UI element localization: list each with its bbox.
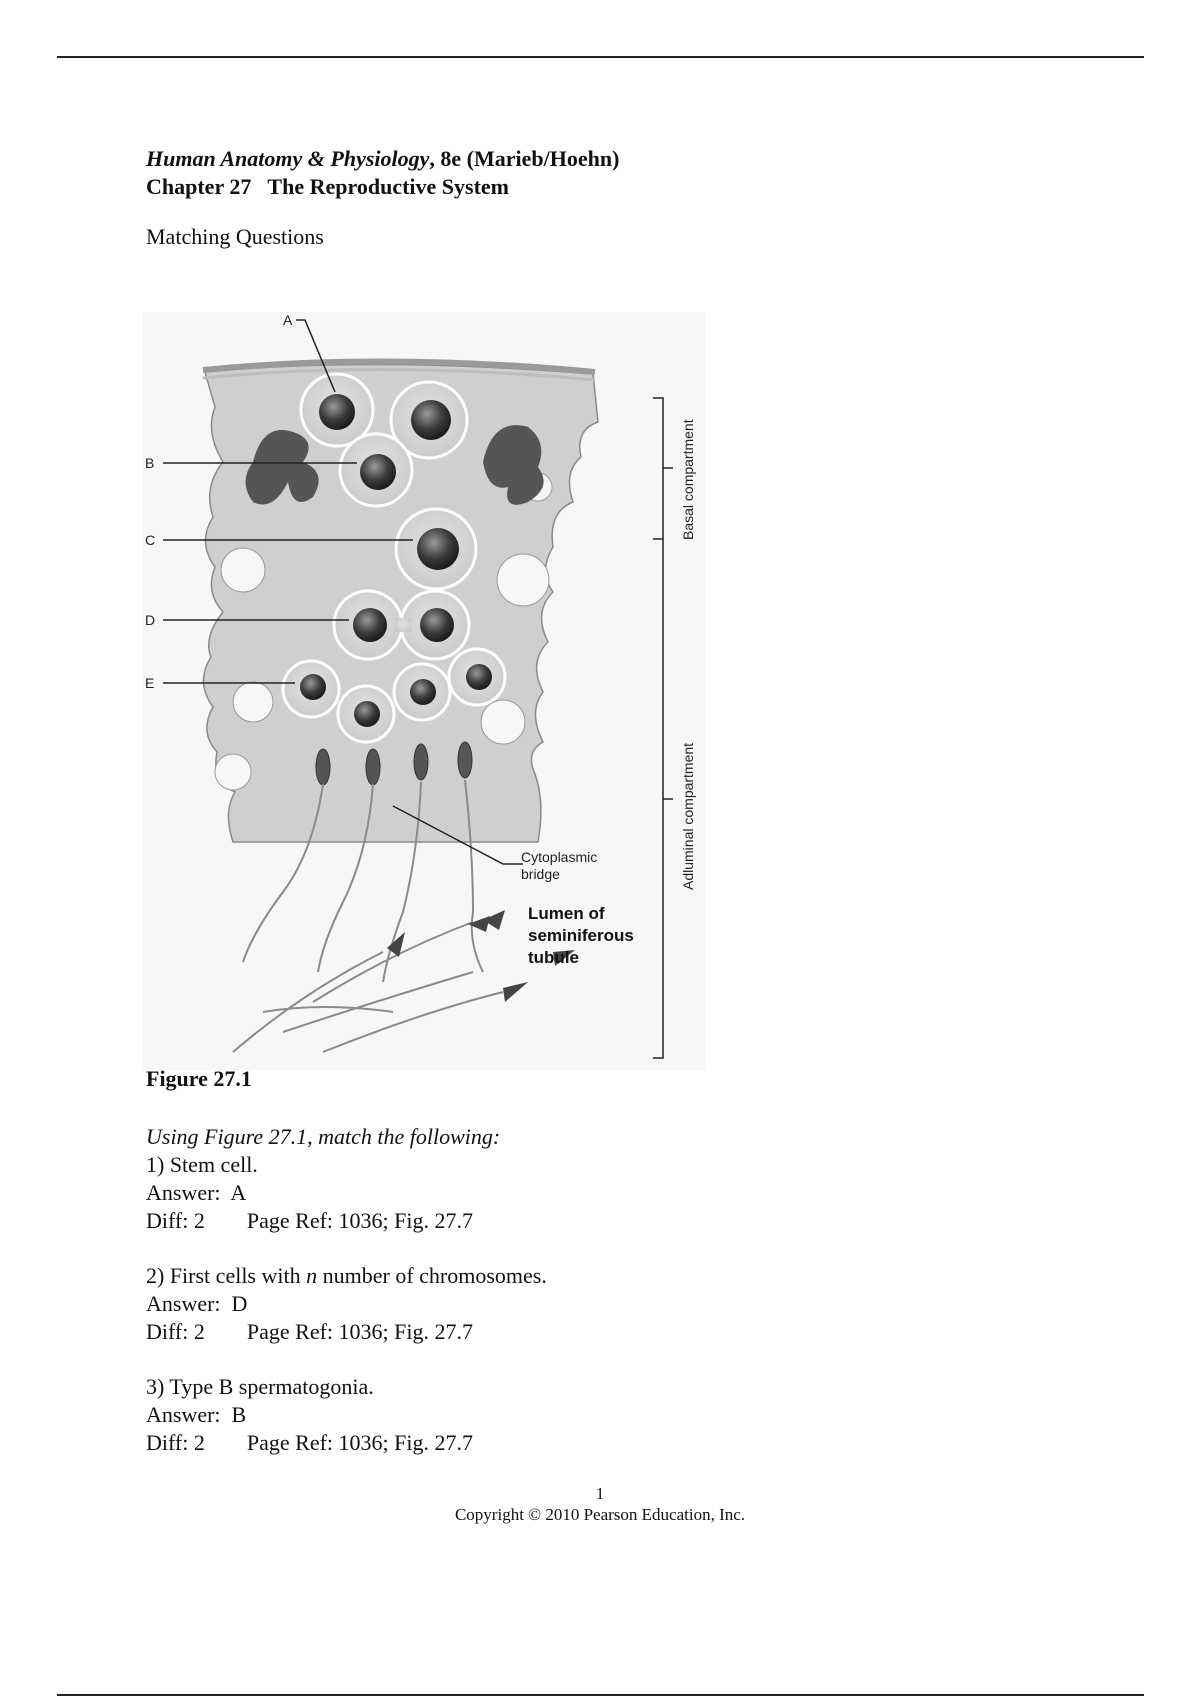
seminiferous-tubule-diagram (143, 312, 705, 1070)
copyright: Copyright © 2010 Pearson Education, Inc. (454, 1505, 746, 1524)
section-title: Matching Questions (146, 224, 324, 249)
question-2-prompt-italic: n (306, 1263, 318, 1288)
cell-b (340, 434, 412, 506)
bottom-rule (57, 1694, 1144, 1696)
question-3-page-ref: Page Ref: 1036; Fig. 27.7 (246, 1430, 473, 1455)
question-block (146, 1123, 500, 1235)
top-rule (57, 56, 1144, 58)
label-c: C (145, 532, 156, 548)
book-edition: , 8e (Marieb/Hoehn) (429, 146, 620, 171)
label-d: D (145, 612, 156, 628)
label-b: B (145, 455, 155, 471)
page-number: 1 (595, 1484, 605, 1503)
question-2-diff: Diff: 2 (146, 1319, 205, 1344)
book-title-line (146, 145, 1086, 173)
question-3-answer: Answer: B (146, 1402, 247, 1427)
question-1-prompt: 1) Stem cell. (146, 1152, 258, 1177)
question-2-block (146, 1262, 547, 1346)
question-3-block (146, 1373, 473, 1457)
label-lumen-1: Lumen of (528, 904, 605, 923)
label-adluminal-compartment: Adluminal compartment (680, 742, 696, 890)
label-bridge: bridge (521, 866, 560, 882)
question-3-meta (146, 1429, 473, 1457)
question-2-prompt (146, 1262, 547, 1290)
label-a: A (283, 312, 293, 328)
instructions: Using Figure 27.1, match the following: (146, 1124, 501, 1149)
label-lumen-2: seminiferous (528, 926, 634, 945)
cell-c (396, 509, 476, 589)
question-1-diff: Diff: 2 (146, 1208, 205, 1233)
label-e: E (145, 675, 155, 691)
label-cytoplasmic: Cytoplasmic (521, 849, 598, 865)
book-title: Human Anatomy & Physiology (146, 146, 430, 171)
question-1-meta (146, 1207, 500, 1235)
document-header (146, 145, 1086, 251)
question-1-page-ref: Page Ref: 1036; Fig. 27.7 (246, 1208, 473, 1233)
question-2-page-ref: Page Ref: 1036; Fig. 27.7 (246, 1319, 473, 1344)
question-1-answer: Answer: A (146, 1180, 247, 1205)
chapter-title: Chapter 27 The Reproductive System (146, 174, 509, 199)
question-2-answer: Answer: D (146, 1291, 248, 1316)
question-2-meta (146, 1318, 547, 1346)
figure-caption: Figure 27.1 (146, 1066, 252, 1091)
question-3-prompt: 3) Type B spermatogonia. (146, 1374, 374, 1399)
label-lumen-3: tubule (528, 948, 579, 967)
label-basal-compartment: Basal compartment (680, 419, 696, 540)
figure-27-1-illustration (143, 312, 705, 1070)
question-2-prompt-start: 2) First cells with (146, 1263, 307, 1288)
question-3-diff: Diff: 2 (146, 1430, 205, 1455)
question-2-prompt-end: number of chromosomes. (317, 1263, 547, 1288)
